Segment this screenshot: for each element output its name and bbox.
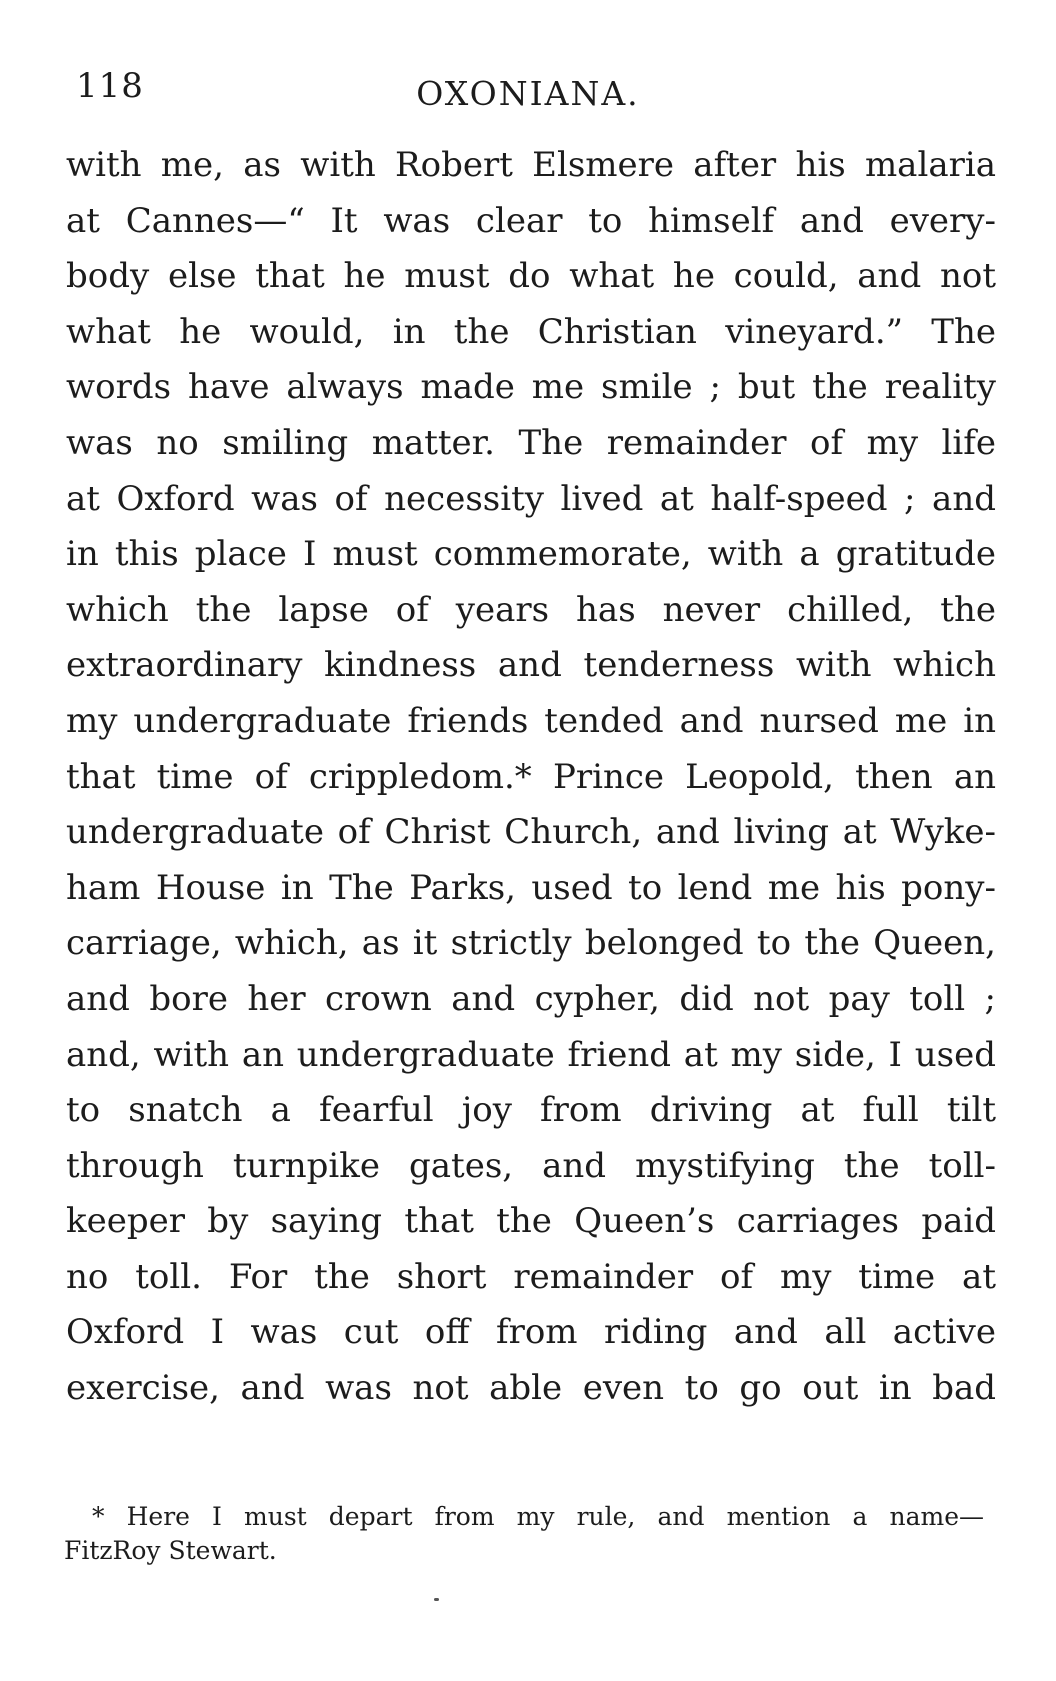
footnote: [64, 1500, 984, 1568]
footnote-text: * Here I must depart from my rule, and mention a name—: [92, 1502, 984, 1531]
text-line: exercise, and was not able even to go out in bad: [66, 1368, 996, 1409]
text-line: with me, as with Robert Elsmere after his malaria: [66, 145, 996, 185]
text-line: words have always made me smile ; but the reality: [66, 367, 996, 408]
text-line: to snatch a fearful joy from driving at full tilt: [66, 1090, 996, 1131]
text-line: my undergraduate friends tended and nursed me in: [66, 700, 996, 741]
text-line: at Cannes—“ It was clear to himself and every-: [66, 200, 996, 241]
text-line: was no smiling matter. The remainder of my life: [66, 422, 996, 463]
page-number: 118: [76, 66, 144, 106]
footnote-name: FitzRoy Stewart.: [64, 1536, 277, 1565]
text-line: through turnpike gates, and mystifying the toll-: [66, 1145, 996, 1186]
text-line: that time of crippledom.* Prince Leopold, then an: [66, 756, 996, 797]
running-title: OXONIANA.: [416, 74, 640, 113]
text-line: which the lapse of years has never chilled, the: [66, 589, 996, 630]
text-line: and bore her crown and cypher, did not pay toll ;: [66, 978, 996, 1019]
ink-speck: [434, 1598, 439, 1601]
text-line: at Oxford was of necessity lived at half-speed ; and: [66, 478, 996, 519]
text-line: extraordinary kindness and tenderness with which: [66, 645, 996, 686]
body-text: [66, 138, 996, 1417]
text-line: Oxford I was cut off from riding and all active: [66, 1312, 996, 1353]
text-line: ham House in The Parks, used to lend me his pony-: [66, 867, 996, 908]
text-line: in this place I must commemorate, with a gratitude: [66, 534, 996, 575]
text-line: carriage, which, as it strictly belonged to the Queen,: [66, 923, 996, 964]
text-line: undergraduate of Christ Church, and living at Wyke-: [66, 812, 996, 853]
text-line: and, with an undergraduate friend at my side, I used: [66, 1034, 996, 1075]
text-line: keeper by saying that the Queen’s carriages paid: [66, 1201, 996, 1242]
text-line: body else that he must do what he could, and not: [66, 256, 996, 297]
text-line: no toll. For the short remainder of my time at: [66, 1256, 996, 1297]
text-line: what he would, in the Christian vineyard.” The: [66, 311, 996, 352]
